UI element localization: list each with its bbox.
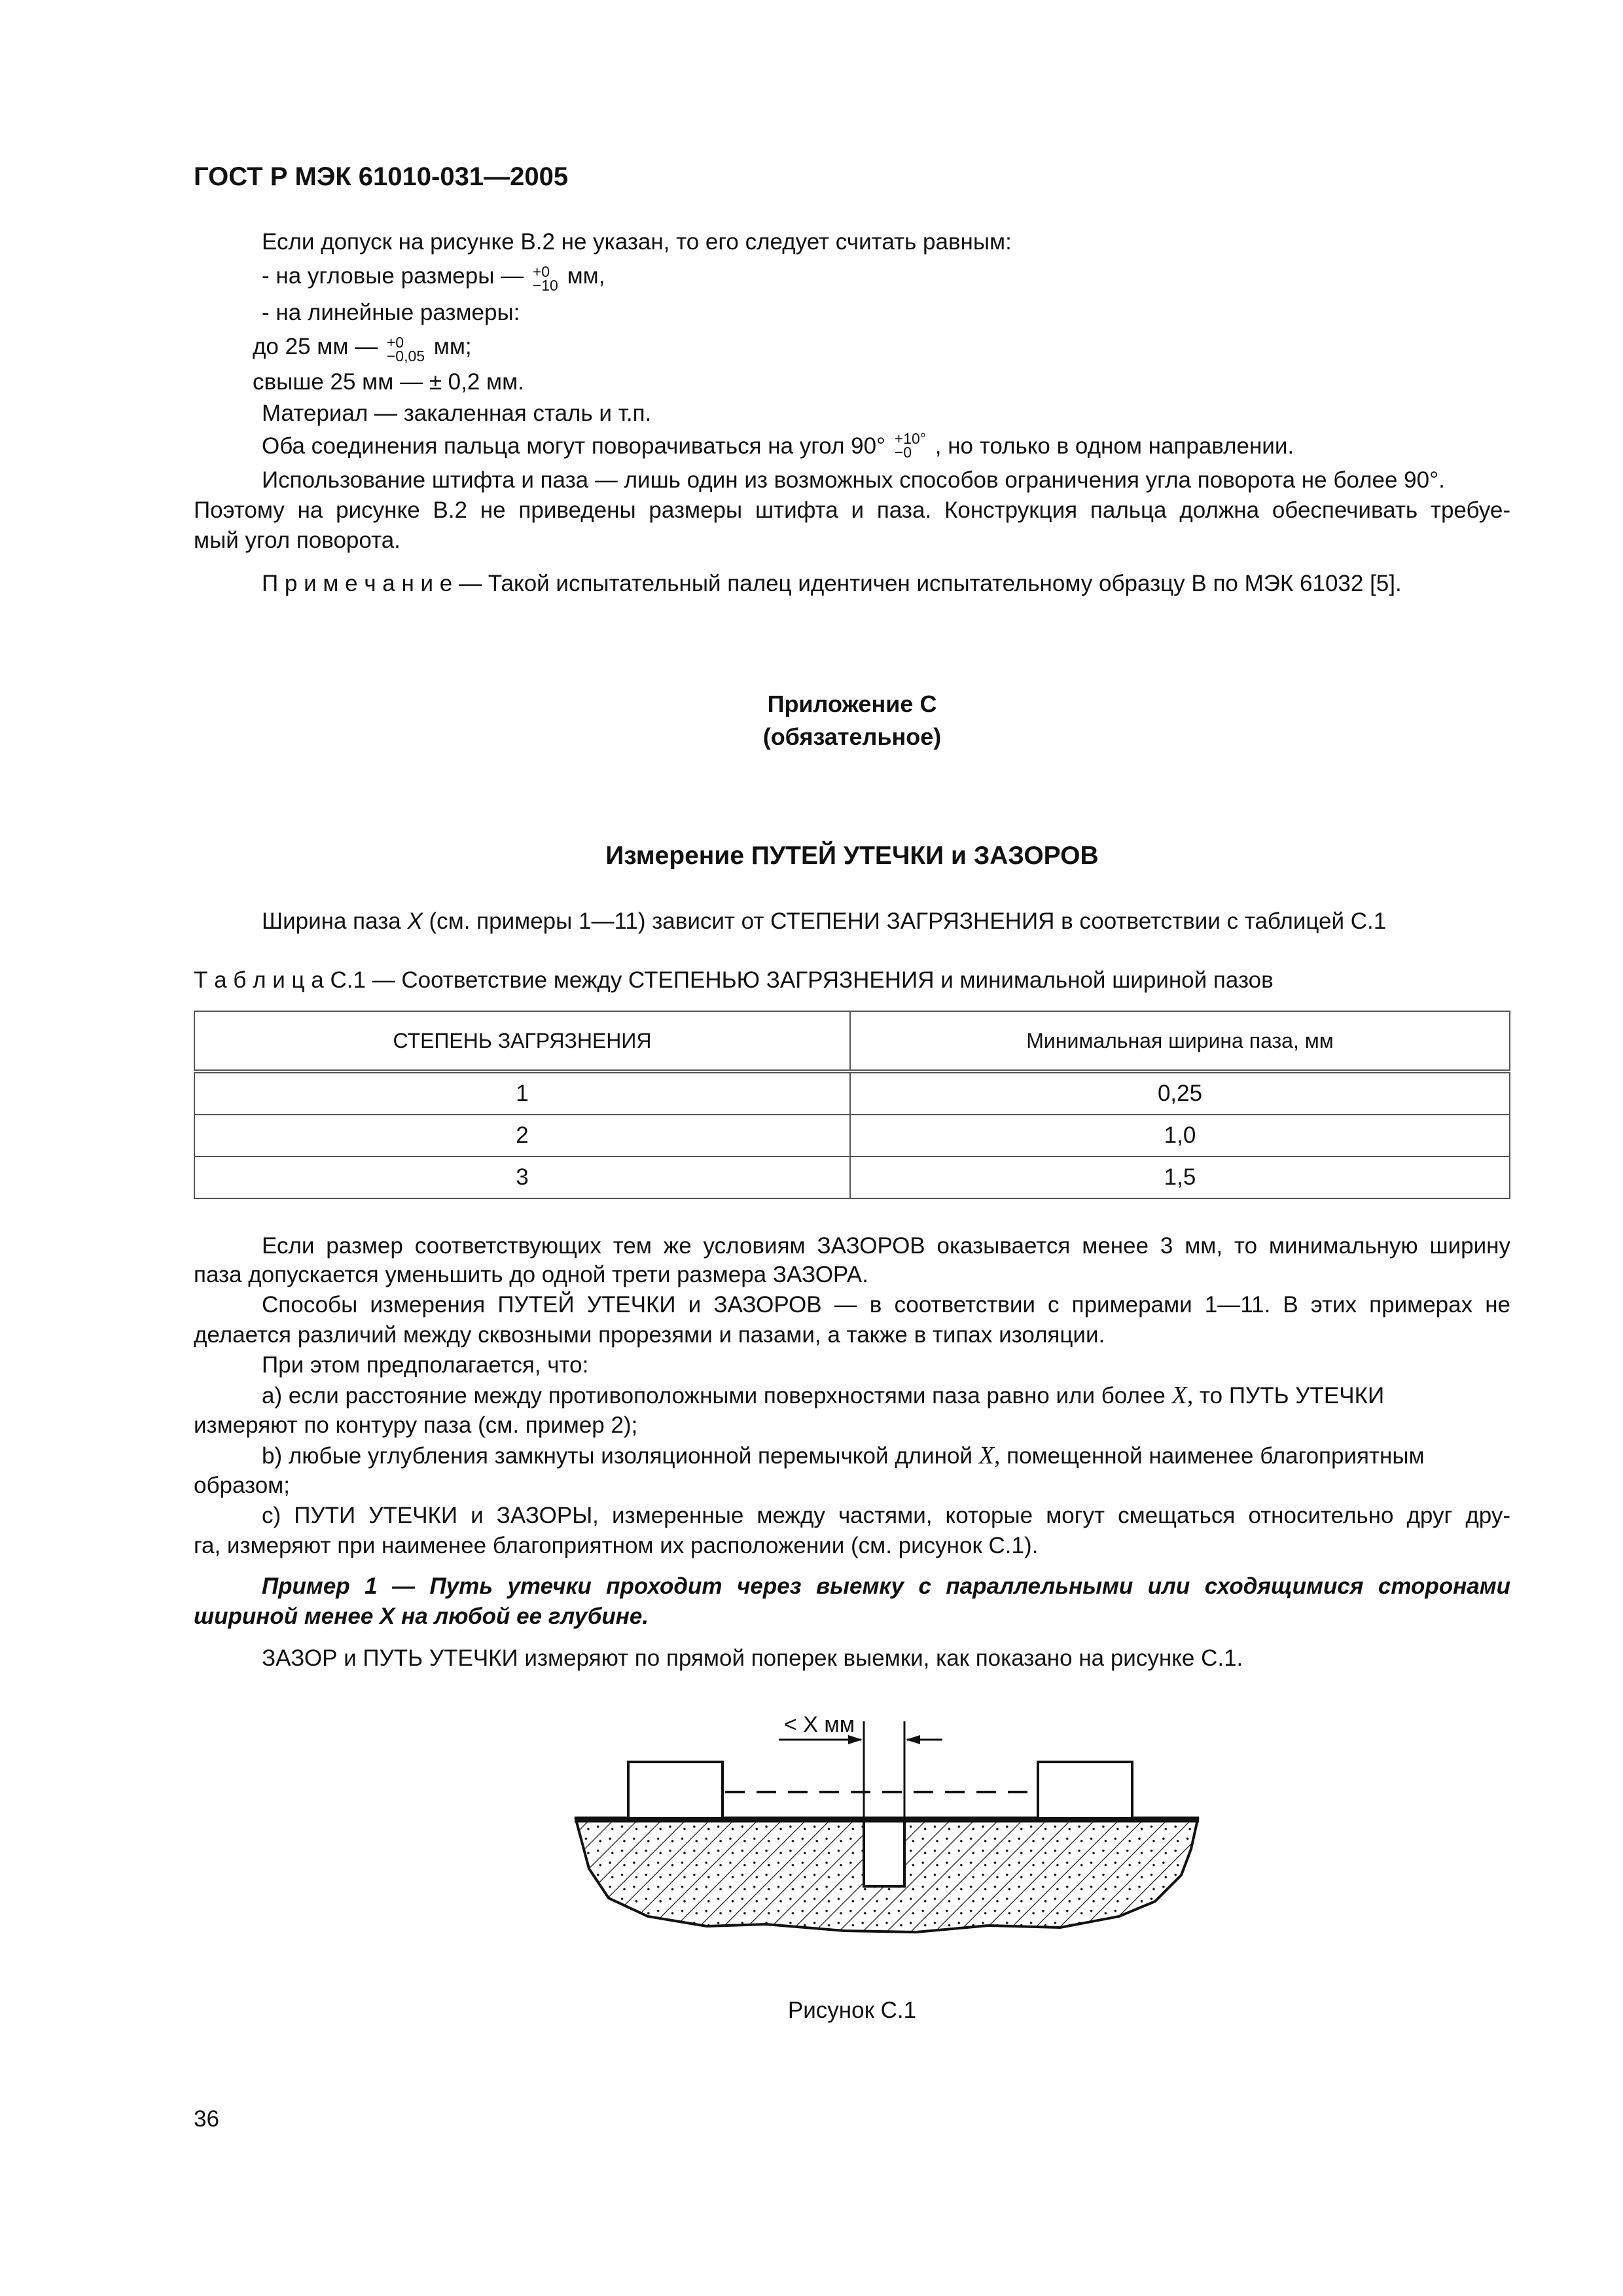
table-caption-label: Т а б л и ц а xyxy=(194,967,324,993)
example-1-measure: ЗАЗОР и ПУТЬ УТЕЧКИ измеряют по прямой поперек выемки, как показано на рисунке С.1. xyxy=(262,1645,1243,1671)
table-row xyxy=(194,1115,1510,1157)
linear-tolerance-up25 xyxy=(253,332,472,363)
angular-tolerance xyxy=(262,262,605,293)
arrow-head-right xyxy=(906,1735,920,1744)
table-caption xyxy=(194,966,1274,995)
example-1-title-line1: Пример 1 — Путь утечки проходит через выемку с параллельными или сходящимися сторонами xyxy=(262,1573,1510,1599)
angular-sub: −10 xyxy=(532,277,558,294)
up25-label: до 25 мм — xyxy=(253,334,378,359)
rotation-sub: −0 xyxy=(894,444,912,461)
rotation-line xyxy=(262,432,1294,461)
angular-tolerance-values xyxy=(533,265,558,293)
item-b-end: помещенной наименее благоприятным xyxy=(1000,1443,1425,1469)
table-caption-text: С.1 — Соответствие между СТЕПЕНЬЮ ЗАГРЯЗНЕНИЯ и минимальной шириной пазов xyxy=(323,967,1274,993)
width-sentence-start: Ширина паза xyxy=(262,908,408,934)
clearance-paragraph-line1: Если размер соответствующих тем же условиям ЗАЗОРОВ оказывается менее 3 мм, то минимальную ширину xyxy=(262,1233,1510,1259)
up25-sup: +0 xyxy=(386,334,404,351)
table-cell: 1,5 xyxy=(850,1157,1510,1198)
table-header-row xyxy=(194,1011,1510,1071)
linear-tolerance-over25: свыше 25 мм — ± 0,2 мм. xyxy=(253,369,524,395)
width-sentence-end: (см. примеры 1—11) зависит от СТЕПЕНИ ЗАГРЯЗНЕНИЯ в соответствии с таблицей С.1 xyxy=(422,908,1387,934)
linear-label: - на линейные размеры: xyxy=(262,300,520,325)
groove-slot xyxy=(864,1820,904,1886)
rotation-suffix: , но только в одном направлении. xyxy=(935,433,1294,459)
document-title: ГОСТ Р МЭК 61010-031—2005 xyxy=(194,162,569,191)
rotation-sup: +10° xyxy=(894,430,927,447)
item-b-line2: образом; xyxy=(194,1473,290,1498)
table-cell: 1,0 xyxy=(850,1115,1510,1157)
figure-c1 xyxy=(563,1702,1217,1977)
item-b-variable-x: X, xyxy=(978,1442,1001,1469)
table-cell: 3 xyxy=(194,1157,850,1198)
pin-paragraph-line3: мый угол поворота. xyxy=(194,528,401,553)
page-number: 36 xyxy=(194,2106,219,2132)
annex-title: Приложение С xyxy=(767,691,937,717)
item-c-line2: га, измеряют при наименее благоприятном их расположении (см. рисунок С.1). xyxy=(194,1533,1039,1558)
width-sentence xyxy=(262,907,1386,936)
table-cell: 0,25 xyxy=(850,1071,1510,1115)
up25-tolerance-values xyxy=(387,336,425,363)
note-label: П р и м е ч а н и е xyxy=(262,571,453,596)
material-line: Материал — закаленная сталь и т.п. xyxy=(262,401,652,426)
example-1-title-line2: шириной менее X на любой ее глубине. xyxy=(194,1604,649,1629)
figure-caption: Рисунок С.1 xyxy=(787,1998,917,2023)
rotation-tolerance-values xyxy=(895,432,926,459)
pin-paragraph-line2: Поэтому на рисунке В.2 не приведены размеры штифта и паза. Конструкция пальца должна обеспечивать требуе- xyxy=(194,497,1510,523)
item-a-variable-x: X, xyxy=(1171,1382,1194,1409)
table-row xyxy=(194,1071,1510,1115)
methods-paragraph-line1: Способы измерения ПУТЕЙ УТЕЧКИ и ЗАЗОРОВ — в соответствии с примерами 1—11. В этих примерах не xyxy=(262,1292,1510,1318)
dimension-label: < X мм xyxy=(783,1712,855,1737)
table-cell: 2 xyxy=(194,1115,850,1157)
item-a-line1 xyxy=(262,1381,1384,1410)
item-c-line1: c) ПУТИ УТЕЧКИ и ЗАЗОРЫ, измеренные между частями, которые могут смещаться относительно друг дру- xyxy=(262,1503,1510,1528)
table-row xyxy=(194,1157,1510,1198)
table-header-cell: СТЕПЕНЬ ЗАГРЯЗНЕНИЯ xyxy=(194,1011,850,1071)
rotation-label: Оба соединения пальца могут поворачиваться на угол 90° xyxy=(262,433,886,459)
annex-heading: Измерение ПУТЕЙ УТЕЧКИ и ЗАЗОРОВ xyxy=(605,842,1099,870)
up25-unit: мм; xyxy=(433,334,472,359)
clearance-paragraph-line2: паза допускается уменьшить до одной трети размера ЗАЗОРА. xyxy=(194,1262,868,1287)
table-header-cell: Минимальная ширина паза, мм xyxy=(850,1011,1510,1071)
pollution-degree-table xyxy=(194,1011,1510,1199)
note-text: — Такой испытательный палец идентичен испытательному образцу В по МЭК 61032 [5]. xyxy=(452,571,1402,596)
methods-paragraph-line2: делается различий между сквозными прорезями и пазами, а также в типах изоляции. xyxy=(194,1322,1105,1348)
item-b-line1 xyxy=(262,1441,1425,1471)
right-conductor xyxy=(1038,1762,1132,1818)
angular-label: - на угловые размеры — xyxy=(262,263,524,289)
item-a-line2: измеряют по контуру паза (см. пример 2); xyxy=(194,1412,638,1438)
up25-sub: −0,05 xyxy=(386,348,425,365)
table-cell: 1 xyxy=(194,1071,850,1115)
angular-sup: +0 xyxy=(532,263,550,280)
tolerance-intro: Если допуск на рисунке В.2 не указан, то его следует считать равным: xyxy=(262,229,1012,255)
item-a-end: то ПУТЬ УТЕЧКИ xyxy=(1193,1383,1385,1408)
width-variable-x: X xyxy=(407,908,423,934)
item-a-start: a) если расстояние между противоположными поверхностями паза равно или более xyxy=(262,1383,1172,1408)
insulation-hatching xyxy=(576,1820,1198,1932)
item-b-start: b) любые углубления замкнуты изоляционной перемычкой длиной xyxy=(262,1443,979,1469)
pin-paragraph-line1: Использование штифта и паза — лишь один из возможных способов ограничения угла поворота не более 90°. xyxy=(262,467,1445,493)
left-conductor xyxy=(628,1762,722,1818)
annex-status: (обязательное) xyxy=(762,723,942,750)
note xyxy=(262,569,1402,598)
assumptions-intro: При этом предполагается, что: xyxy=(262,1352,589,1378)
angular-unit: мм, xyxy=(567,263,605,289)
